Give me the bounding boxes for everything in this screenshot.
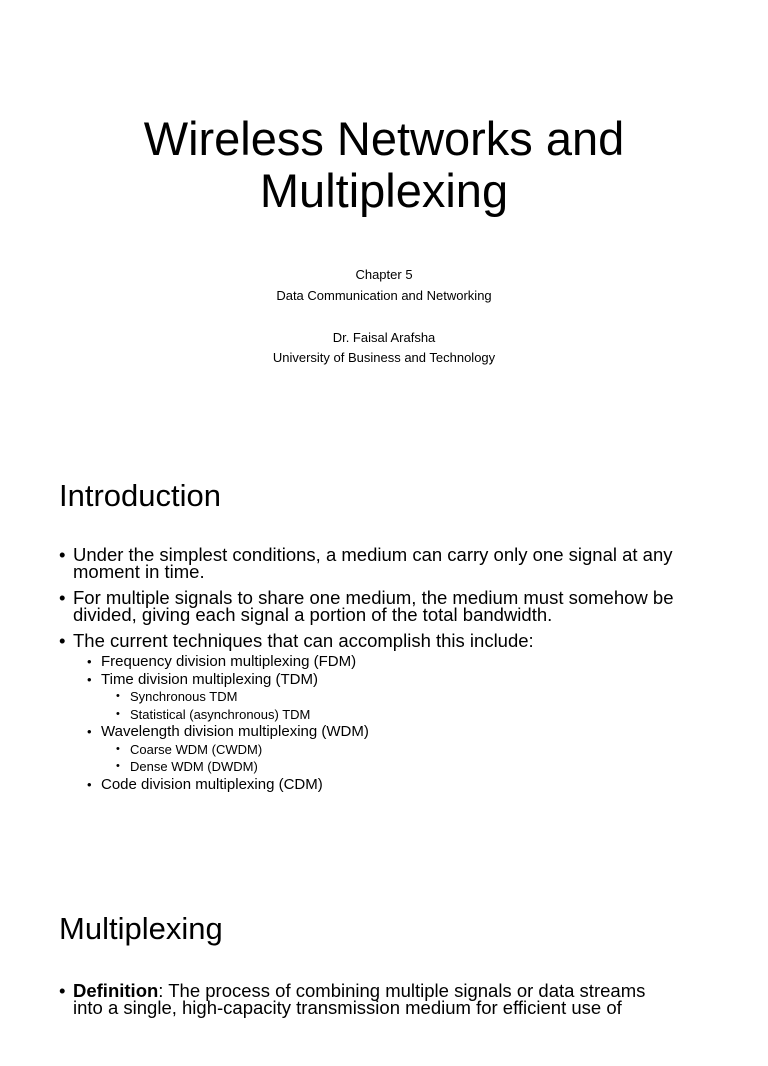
bullet-definition: • Definition: The process of combining multiple signals or data streams into a single, high-capacity transmission medium for efficient use of xyxy=(59,982,729,1016)
introduction-bullets xyxy=(59,546,729,793)
course-name: Data Communication and Networking xyxy=(276,287,492,303)
title-slide xyxy=(0,0,768,433)
list-item-wdm: • Wavelength division multiplexing (WDM) xyxy=(87,723,729,741)
definition-term: Definition xyxy=(73,980,159,1001)
multiplexing-slide xyxy=(0,866,768,1066)
list-item-dwdm: • Dense WDM (DWDM) xyxy=(116,758,729,776)
institution-name: University of Business and Technology xyxy=(272,350,496,366)
author-name: Dr. Faisal Arafsha xyxy=(332,329,436,345)
list-item-fdm: • Frequency division multiplexing (FDM) xyxy=(87,653,729,671)
list-item-cwdm: • Coarse WDM (CWDM) xyxy=(116,741,729,759)
list-item-synchronous-tdm: • Synchronous TDM xyxy=(116,688,729,706)
introduction-slide xyxy=(0,433,768,866)
bullet-techniques: • The current techniques that can accomplish this include: xyxy=(59,632,729,649)
list-item-tdm: • Time division multiplexing (TDM) xyxy=(87,671,729,689)
chapter-label: Chapter 5 xyxy=(355,267,413,282)
list-item-statistical-tdm: • Statistical (asynchronous) TDM xyxy=(116,706,729,724)
title-line-2: Multiplexing xyxy=(259,164,509,217)
multiplexing-heading: Multiplexing xyxy=(59,911,223,946)
presentation-title xyxy=(0,113,768,217)
bullet-share-medium: • For multiple signals to share one medium, the medium must somehow be divided, giving each signal a portion of the total bandwidth. xyxy=(59,589,729,623)
multiplexing-bullets xyxy=(59,982,729,1025)
title-line-1: Wireless Networks and xyxy=(143,112,625,165)
bullet-single-signal: • Under the simplest conditions, a medium can carry only one signal at any moment in time. xyxy=(59,546,729,580)
list-item-cdm: • Code division multiplexing (CDM) xyxy=(87,776,729,794)
subtitle-block xyxy=(0,265,768,369)
introduction-heading: Introduction xyxy=(59,478,221,513)
